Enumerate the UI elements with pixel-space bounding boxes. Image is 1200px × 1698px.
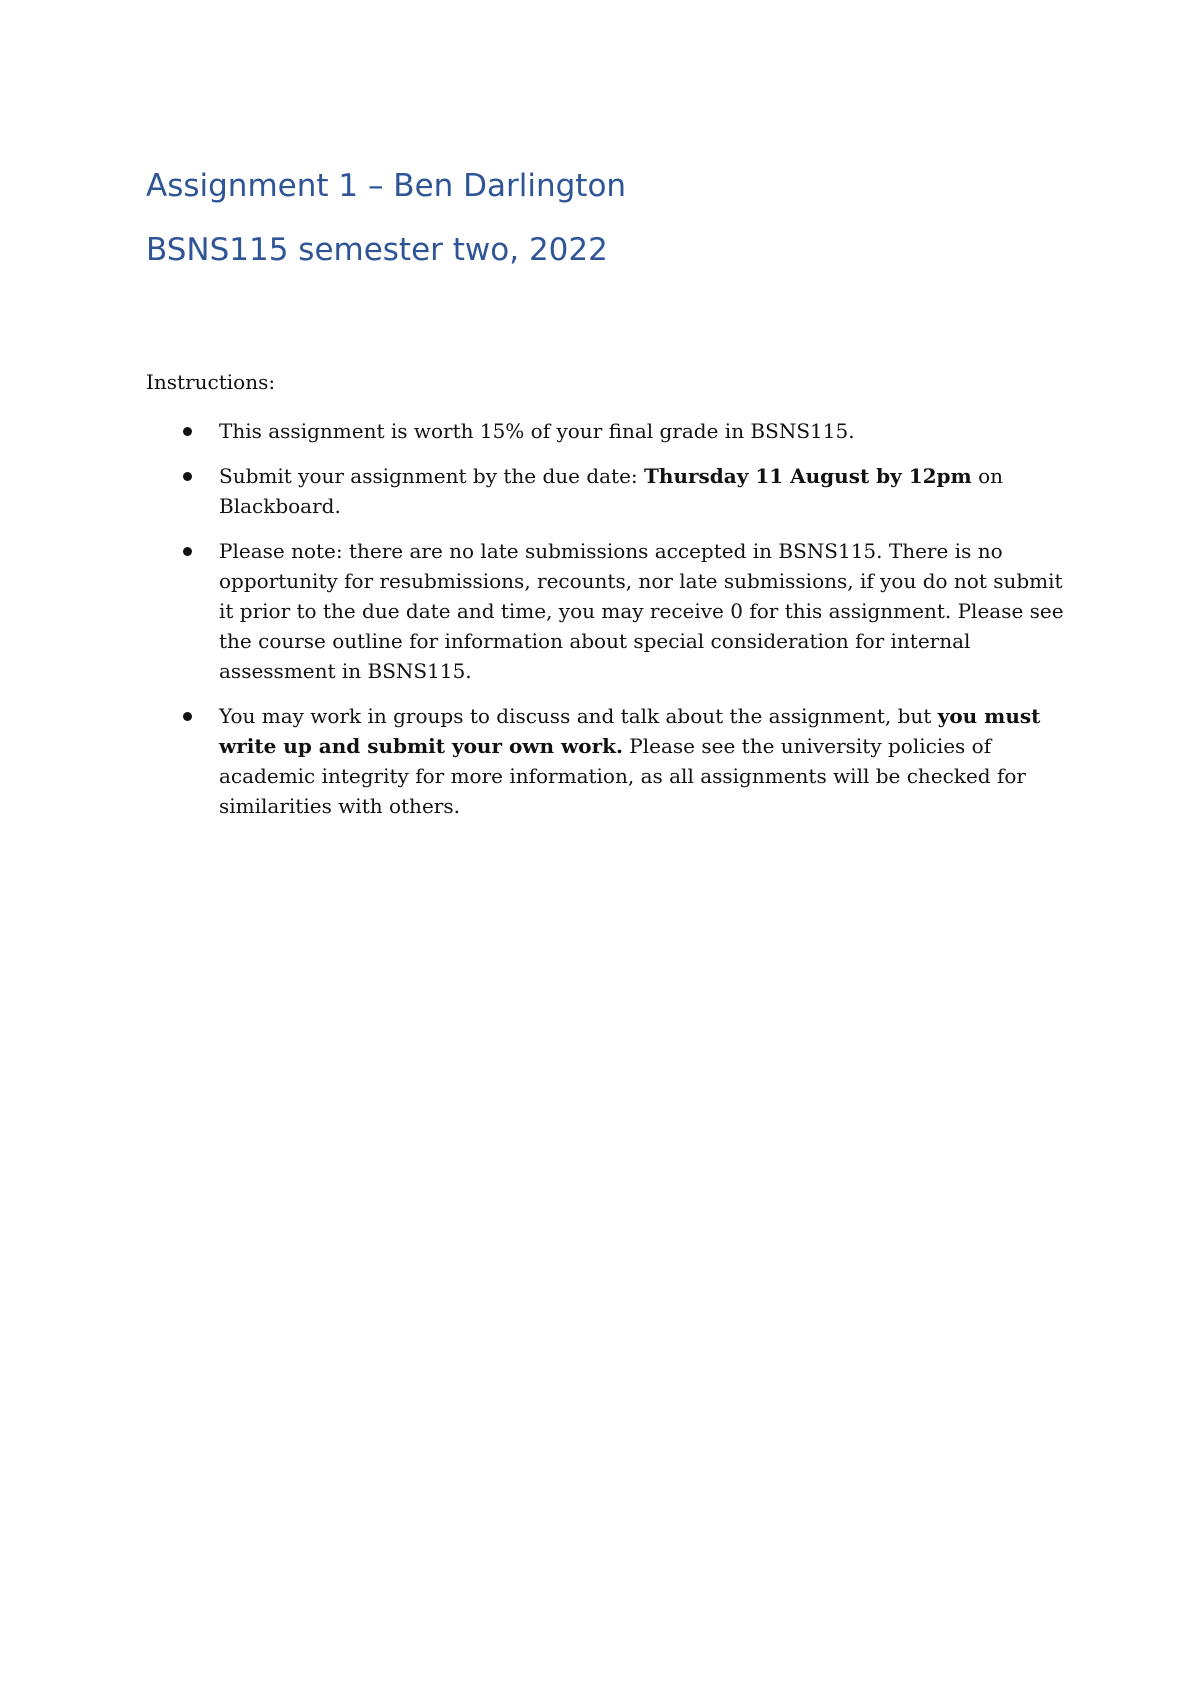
- instruction-text: This assignment is worth 15% of your final grade in BSNS115.: [219, 419, 855, 443]
- own-work-emphasis: you must write up and submit your own work.: [219, 704, 1041, 758]
- instruction-text: Please note: there are no late submissions accepted in BSNS115. There is no opportunity for resubmissions, recounts, nor late submissions, if you do not submit it prior to the due date and time, you may receive 0 for this assignment. Please see the course outline for information about special consideration for internal assessment in BSNS115.: [219, 539, 1064, 683]
- bullet-icon: [183, 472, 192, 481]
- bullet-icon: [183, 712, 192, 721]
- due-date-emphasis: Thursday 11 August by 12pm: [644, 464, 972, 488]
- instruction-item-late-policy: [146, 536, 1076, 686]
- instructions-label: Instructions:: [146, 370, 276, 394]
- instruction-text: You may work in groups to discuss and talk about the assignment, but: [219, 704, 938, 728]
- bullet-icon: [183, 427, 192, 436]
- instructions-list: [146, 416, 1076, 836]
- document-subtitle: BSNS115 semester two, 2022: [146, 232, 608, 268]
- instruction-text: Please see the university policies of academic integrity for more information, as all assignments will be checked for similarities with others.: [219, 734, 1026, 818]
- instruction-item-due-date: [146, 461, 1076, 521]
- instruction-item-group-work: [146, 701, 1076, 821]
- instruction-text: Submit your assignment by the due date:: [219, 464, 645, 488]
- bullet-icon: [183, 547, 192, 556]
- document-title: Assignment 1 – Ben Darlington: [146, 168, 627, 204]
- instruction-item-weighting: [146, 416, 1076, 446]
- instruction-text: on Blackboard.: [219, 464, 1003, 518]
